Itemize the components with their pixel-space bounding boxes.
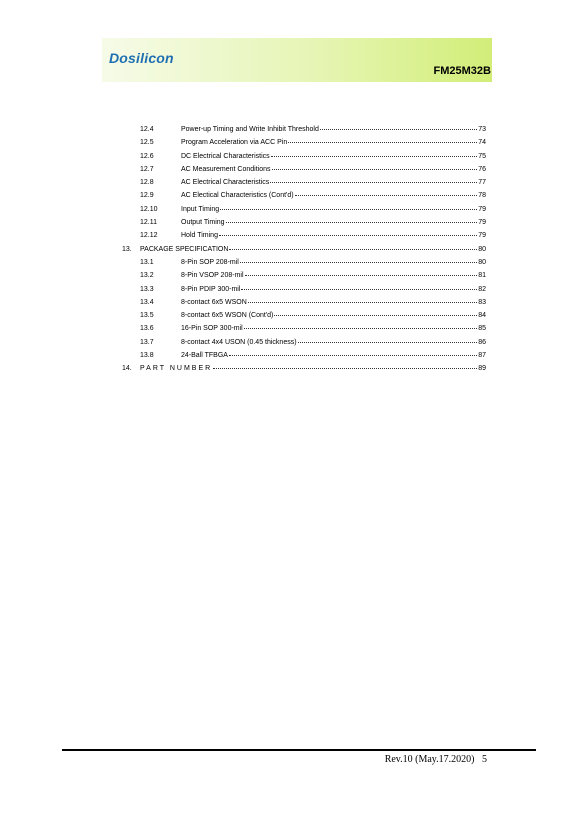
toc-entry-page: 76 xyxy=(478,165,486,173)
toc-entry-page: 80 xyxy=(478,245,486,253)
footer-revision xyxy=(385,754,487,765)
toc-entry-number: 13.4 xyxy=(140,298,154,306)
toc-entry-title: 8-Pin SOP 208-mil xyxy=(181,258,239,266)
toc-entry-number: 12.6 xyxy=(140,152,154,160)
toc-entry[interactable] xyxy=(122,175,486,188)
toc-entry-title: 24-Ball TFBGA xyxy=(181,352,228,360)
toc-entry-page: 75 xyxy=(478,152,486,160)
toc-entry-number: 14. xyxy=(122,365,132,373)
toc-entry-page: 86 xyxy=(478,338,486,346)
table-of-contents xyxy=(122,122,486,375)
toc-entry-title: Program Acceleration via ACC Pin xyxy=(181,139,288,147)
toc-leader-dots xyxy=(270,174,477,183)
toc-entry[interactable] xyxy=(122,188,486,201)
company-logo: Dosilicon xyxy=(109,50,174,66)
toc-entry-number: 12.4 xyxy=(140,126,154,133)
toc-entry-number: 12.8 xyxy=(140,179,154,187)
toc-entry-title: Power-up Timing and Write Inhibit Threshold xyxy=(181,126,319,133)
toc-entry-title: PART NUMBER xyxy=(140,365,213,373)
document-code: FM25M32B xyxy=(433,65,491,77)
toc-entry[interactable] xyxy=(122,135,486,148)
toc-entry-title: 8-Pin PDIP 300-mil xyxy=(181,285,241,293)
toc-leader-dots xyxy=(298,334,478,343)
toc-leader-dots xyxy=(288,134,477,143)
toc-entry[interactable] xyxy=(122,268,486,281)
toc-entry-title: 16-Pin SOP 300-mil xyxy=(181,325,243,333)
toc-leader-dots xyxy=(229,241,477,250)
toc-entry-page: 84 xyxy=(478,312,486,320)
toc-entry-title: AC Electical Characteristics (Cont'd) xyxy=(181,192,294,200)
toc-entry-title: AC Electrical Characteristics xyxy=(181,179,270,187)
toc-entry-number: 13.5 xyxy=(140,312,154,320)
toc-entry[interactable] xyxy=(122,242,486,255)
toc-leader-dots xyxy=(229,347,477,356)
toc-leader-dots xyxy=(245,267,478,276)
toc-leader-dots xyxy=(295,187,478,196)
toc-leader-dots xyxy=(226,214,478,223)
toc-entry[interactable] xyxy=(122,202,486,215)
toc-entry-title: Hold Timing xyxy=(181,232,218,240)
toc-entry-number: 12.9 xyxy=(140,192,154,200)
toc-entry-page: 85 xyxy=(478,325,486,333)
toc-leader-dots xyxy=(320,121,477,130)
toc-entry-number: 12.10 xyxy=(140,205,158,213)
toc-leader-dots xyxy=(271,148,478,157)
toc-entry-page: 79 xyxy=(478,205,486,213)
toc-entry-page: 73 xyxy=(478,126,486,133)
toc-entry-number: 13.8 xyxy=(140,352,154,360)
toc-entry[interactable] xyxy=(122,295,486,308)
toc-entry-page: 80 xyxy=(478,258,486,266)
toc-entry[interactable] xyxy=(122,255,486,268)
toc-entry-page: 87 xyxy=(478,352,486,360)
toc-entry-page: 78 xyxy=(478,192,486,200)
page-number: 5 xyxy=(482,754,487,765)
toc-entry[interactable] xyxy=(122,348,486,361)
toc-entry-number: 12.5 xyxy=(140,139,154,147)
toc-entry[interactable] xyxy=(122,335,486,348)
toc-entry[interactable] xyxy=(122,361,486,374)
toc-entry-title: Input Timing xyxy=(181,205,220,213)
toc-leader-dots xyxy=(220,201,477,210)
revision-text: Rev.10 (May.17.2020) xyxy=(384,754,475,765)
toc-entry-title: PACKAGE SPECIFICATION xyxy=(140,245,229,253)
toc-entry-number: 13.2 xyxy=(140,272,154,280)
toc-entry[interactable] xyxy=(122,162,486,175)
toc-entry-page: 79 xyxy=(478,232,486,240)
toc-entry-title: 8-contact 6x5 WSON xyxy=(181,298,247,306)
toc-entry-page: 79 xyxy=(478,219,486,227)
toc-entry-page: 77 xyxy=(478,179,486,187)
toc-entry-page: 82 xyxy=(478,285,486,293)
toc-entry-title: AC Measurement Conditions xyxy=(181,165,271,173)
footer-divider xyxy=(62,749,536,751)
toc-entry-number: 12.11 xyxy=(140,219,157,227)
toc-entry-number: 13. xyxy=(122,245,132,253)
toc-entry-title: DC Electrical Characteristics xyxy=(181,152,270,160)
toc-entry-title: Output Timing xyxy=(181,219,225,227)
toc-entry-page: 83 xyxy=(478,298,486,306)
toc-entry-page: 74 xyxy=(478,139,486,147)
toc-entry[interactable] xyxy=(122,228,486,241)
toc-entry-page: 89 xyxy=(478,365,486,373)
toc-entry-title: 8-contact 6x5 WSON (Cont'd) xyxy=(181,312,274,320)
toc-entry-number: 13.3 xyxy=(140,285,154,293)
toc-entry[interactable] xyxy=(122,122,486,135)
toc-entry[interactable] xyxy=(122,282,486,295)
toc-leader-dots xyxy=(248,294,477,303)
toc-leader-dots xyxy=(244,320,477,329)
toc-entry-number: 12.12 xyxy=(140,232,158,240)
toc-leader-dots xyxy=(213,360,477,369)
toc-entry[interactable] xyxy=(122,149,486,162)
toc-entry-number: 13.7 xyxy=(140,338,154,346)
toc-leader-dots xyxy=(272,161,478,170)
toc-leader-dots xyxy=(240,254,477,263)
toc-entry-title: 8-contact 4x4 USON (0.45 thickness) xyxy=(181,338,297,346)
toc-entry-title: 8-Pin VSOP 208-mil xyxy=(181,272,244,280)
toc-leader-dots xyxy=(219,227,477,236)
toc-entry[interactable] xyxy=(122,321,486,334)
toc-entry[interactable] xyxy=(122,308,486,321)
toc-entry[interactable] xyxy=(122,215,486,228)
toc-entry-number: 13.6 xyxy=(140,325,154,333)
toc-leader-dots xyxy=(241,281,477,290)
toc-leader-dots xyxy=(274,307,477,316)
toc-entry-number: 12.7 xyxy=(140,165,154,173)
toc-entry-page: 81 xyxy=(478,272,486,280)
toc-entry-number: 13.1 xyxy=(140,258,154,266)
